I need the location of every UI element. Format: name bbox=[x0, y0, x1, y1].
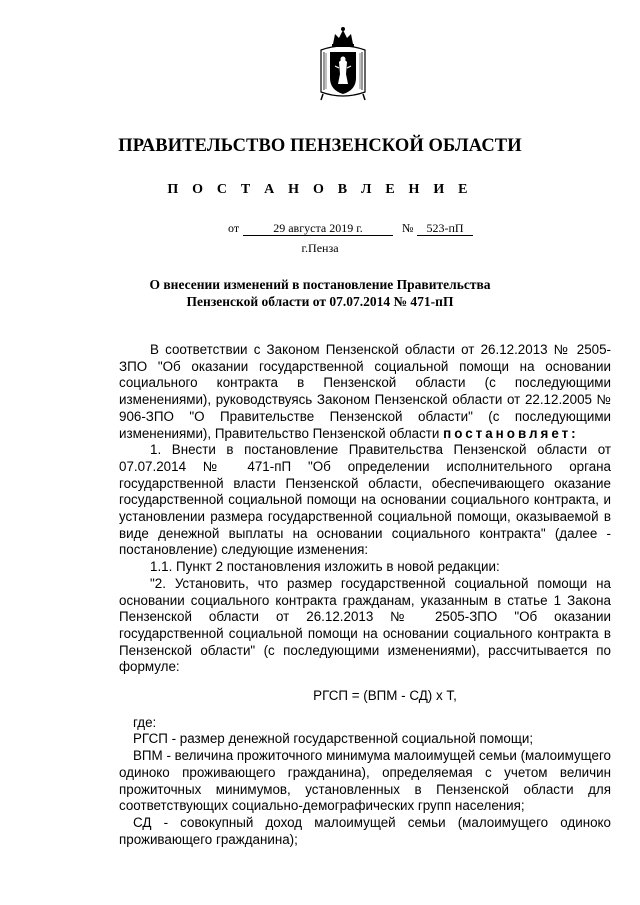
coat-of-arms-emblem-icon bbox=[315, 26, 371, 102]
item-1-paragraph: 1. Внести в постановление Правительства Пензенской области от 07.07.2014 № 471-пП "Об определении исполнительного органа государственной власти Пензенской области, обеспечивающего оказание государственной социальной помощи на основании социального контракта, и установлении размера государственной социальной помощи, оказываемой в виде денежной выплаты на основании социального контракта" (далее - постановление) следующие изменения: bbox=[119, 442, 611, 558]
decree-subject bbox=[100, 276, 540, 310]
government-title: ПРАВИТЕЛЬСТВО ПЕНЗЕНСКОЙ ОБЛАСТИ bbox=[118, 136, 522, 156]
definition-rgsp: РГСП - размер денежной государственной социальной помощи; bbox=[133, 731, 534, 747]
decree-date-value: 29 августа 2019 г. bbox=[243, 221, 393, 236]
number-prefix: № bbox=[402, 221, 414, 235]
where-label: где: bbox=[133, 714, 157, 730]
formula: РГСП = (ВПМ - СД) х Т, bbox=[313, 688, 457, 704]
decree-number-value: 523-пП bbox=[417, 221, 473, 236]
definition-vpm: ВПМ - величина прожиточного минимума малоимущей семьи (малоимущего одиноко проживающего гражданина), определяемая с учетом величин прожиточных минимумов, установленных в Пензенской области для соответствующих социально-демографических групп населения; bbox=[119, 748, 611, 814]
item-1-1-paragraph: 1.1. Пункт 2 постановления изложить в новой редакции: bbox=[150, 559, 500, 575]
decree-date bbox=[243, 221, 393, 236]
preamble-text: В соответствии с Законом Пензенской области от 26.12.2013 № 2505-ЗПО "Об оказании государственной социальной помощи на основании социального контракта в Пензенской области (с последующими изменениями), руководствуясь Законом Пензенской области от 22.12.2005 № 906-ЗПО "О Правительстве Пензенской области" (с последующими изменениями), Правительство Пензенской области bbox=[119, 342, 611, 441]
decree-body bbox=[119, 342, 611, 848]
city-name: г.Пенза bbox=[301, 241, 339, 255]
preamble-paragraph bbox=[119, 342, 611, 442]
decree-type-title: П О С Т А Н О В Л Е Н И Е bbox=[167, 182, 473, 197]
date-prefix: от bbox=[228, 221, 240, 235]
subject-line-2: Пензенской области от 07.07.2014 № 471-пП bbox=[186, 294, 454, 309]
definition-sd: СД - совокупный доход малоимущей семьи (малоимущего одиноко проживающего гражданина); bbox=[119, 814, 611, 847]
resolve-word: постановляет: bbox=[443, 425, 579, 441]
item-2-paragraph: "2. Установить, что размер государственной социальной помощи на основании социального контракта гражданам, указанным в статье 1 Закона Пензенской области от 26.12.2013 № 2505-ЗПО "Об оказании государственной социальной помощи на основании социального контракта в Пензенской области" (с последующими изменениями), рассчитывается по формуле: bbox=[119, 575, 611, 675]
decree-number bbox=[417, 221, 473, 236]
subject-line-1: О внесении изменений в постановление Правительства bbox=[149, 277, 491, 292]
